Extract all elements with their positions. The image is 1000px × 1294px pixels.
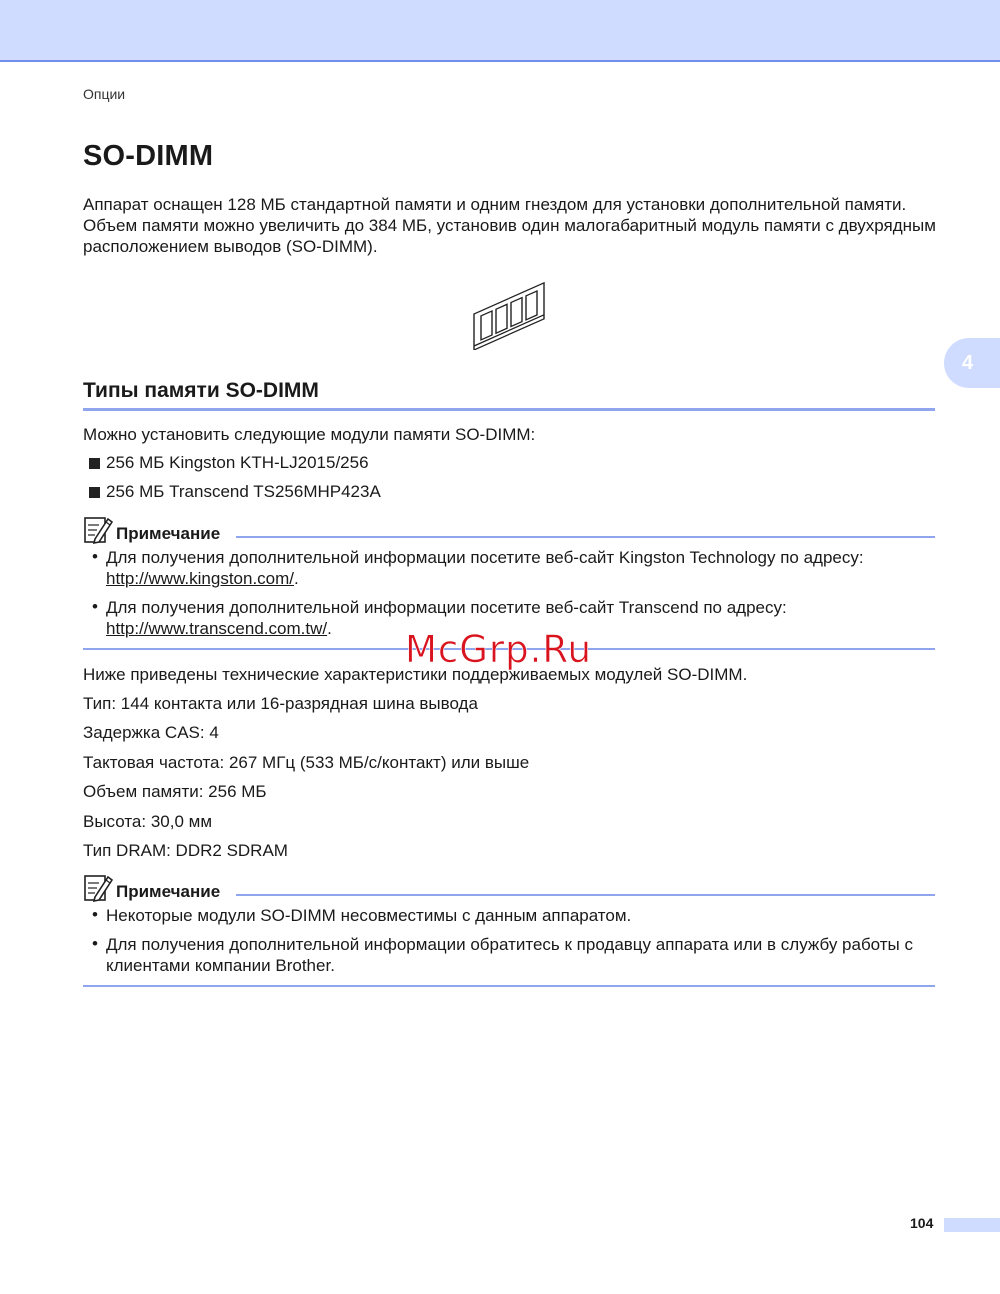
bullet-dot: •: [92, 547, 98, 566]
specs-intro: Ниже приведены технические характеристики поддерживаемых модулей SO-DIMM.: [83, 665, 748, 684]
spec-line: Тактовая частота: 267 МГц (533 МБ/с/контакт) или выше: [83, 753, 530, 772]
bullet-square-icon: [89, 458, 100, 469]
note-rule: [236, 536, 935, 538]
note-pencil-icon: [83, 873, 113, 908]
bullet-dot: •: [92, 934, 98, 953]
page-title: SO-DIMM: [83, 140, 214, 172]
note-label: Примечание: [116, 882, 221, 901]
module-item: 256 МБ Kingston KTH-LJ2015/256: [106, 453, 369, 472]
page-number: 104: [910, 1215, 934, 1231]
note-header: [83, 873, 935, 903]
spec-line: Объем памяти: 256 МБ: [83, 782, 267, 801]
subsection-rule: [83, 408, 935, 411]
bullet-dot: •: [92, 905, 98, 924]
note-rule: [236, 894, 935, 896]
note-item: Для получения дополнительной информации посетите веб-сайт Kingston Technology по адресу: http://www.kingston.com/.: [106, 548, 864, 588]
note-item: Для получения дополнительной информации обратитесь к продавцу аппарата или в службу работы с клиентами компании Brother.: [106, 935, 913, 975]
chapter-tab[interactable]: 4: [944, 338, 1000, 388]
memory-module-icon: [470, 272, 550, 355]
note-label: Примечание: [116, 524, 221, 543]
intro-paragraph: Аппарат оснащен 128 МБ стандартной памяти и одним гнездом для установки дополнительной памяти. Объем памяти можно увеличить до 384 МБ, установив один малогабаритный модуль памяти с двухрядным расположением выводов (SO-DIMM).: [83, 195, 936, 256]
subsection-title: Типы памяти SO-DIMM: [83, 379, 319, 402]
module-item: 256 МБ Transcend TS256MHP423A: [106, 482, 381, 501]
bullet-square-icon: [89, 487, 100, 498]
spec-line: Задержка CAS: 4: [83, 723, 219, 742]
watermark: McGrp.Ru: [405, 628, 592, 671]
bullet-dot: •: [92, 597, 98, 616]
spec-line: Тип: 144 контакта или 16-разрядная шина вывода: [83, 694, 478, 713]
note-pencil-icon: [83, 515, 113, 550]
top-band: [0, 0, 1000, 62]
note-header: [83, 515, 935, 545]
transcend-link[interactable]: http://www.transcend.com.tw/: [106, 619, 328, 638]
note-item: Некоторые модули SO-DIMM несовместимы с данным аппаратом.: [106, 906, 632, 925]
spec-line: Высота: 30,0 мм: [83, 812, 213, 831]
kingston-link[interactable]: http://www.kingston.com/: [106, 569, 295, 588]
note-end-rule: [83, 985, 935, 987]
page-number-bar: [944, 1218, 1000, 1232]
note-item: Для получения дополнительной информации посетите веб-сайт Transcend по адресу: http://www.transcend.com.tw/.: [106, 598, 787, 638]
subsection-lead: Можно установить следующие модули памяти SO-DIMM:: [83, 425, 536, 444]
spec-line: Тип DRAM: DDR2 SDRAM: [83, 841, 288, 860]
breadcrumb: Опции: [83, 86, 126, 102]
